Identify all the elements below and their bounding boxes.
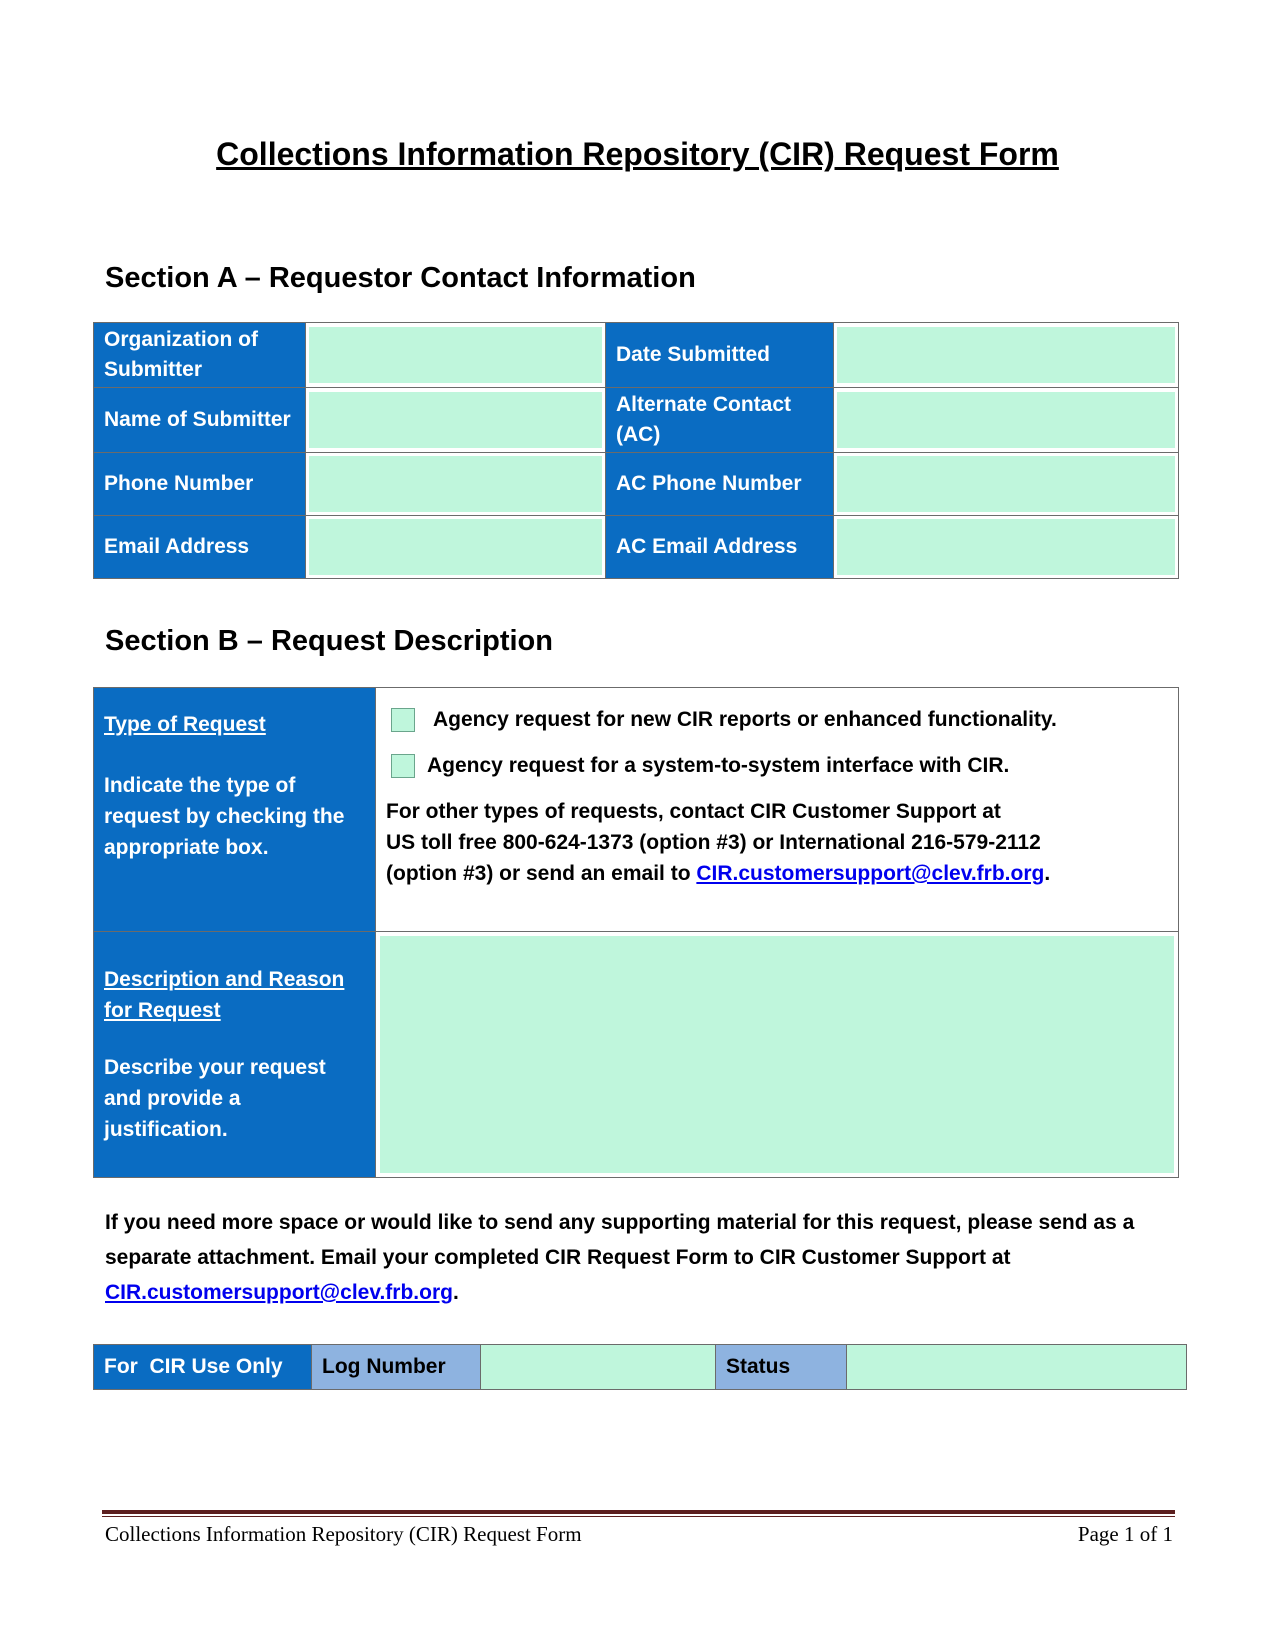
description-field[interactable] — [380, 936, 1174, 1173]
email-label: Email Address — [94, 516, 306, 579]
organization-field[interactable] — [309, 327, 602, 383]
log-number-label: Log Number — [312, 1345, 481, 1390]
date-submitted-label: Date Submitted — [606, 323, 834, 388]
phone-label: Phone Number — [94, 453, 306, 516]
cir-use-only-label: For CIR Use Only — [94, 1345, 312, 1390]
system-interface-checkbox[interactable] — [391, 754, 415, 778]
request-type-options — [376, 688, 1179, 932]
log-number-field[interactable] — [481, 1345, 716, 1390]
period: . — [1044, 862, 1051, 885]
status-field[interactable] — [847, 1345, 1187, 1390]
system-interface-label: Agency request for a system-to-system interface with CIR. — [427, 754, 1010, 777]
submission-note-text: If you need more space or would like to send any supporting material for this request, please send as a separate attachment. Email your completed CIR Request Form to CIR Customer Support at — [105, 1211, 1135, 1269]
cir-use-only-table — [93, 1344, 1187, 1390]
option-new-reports[interactable] — [386, 704, 1168, 735]
status-label: Status — [716, 1345, 847, 1390]
new-reports-label: Agency request for new CIR reports or enhanced functionality. — [433, 708, 1057, 731]
other-requests-line-1: For other types of requests, contact CIR Customer Support at — [386, 800, 1001, 823]
other-requests-text — [386, 796, 1168, 889]
option-system-interface[interactable] — [386, 750, 1168, 781]
alternate-contact-label: Alternate Contact (AC) — [606, 388, 834, 453]
support-email-link[interactable]: CIR.customersupport@clev.frb.org — [696, 862, 1045, 885]
note-email-link[interactable]: CIR.customersupport@clev.frb.org — [105, 1281, 453, 1304]
description-label: Description and Reason for Request — [104, 968, 345, 1022]
description-cell — [94, 932, 376, 1178]
type-of-request-instruction: Indicate the type of request by checking the appropriate box. — [104, 773, 345, 859]
note-period: . — [452, 1281, 459, 1304]
footer-divider — [102, 1510, 1175, 1514]
section-b-heading: Section B – Request Description — [105, 625, 553, 657]
type-of-request-cell — [94, 688, 376, 932]
submitter-name-field[interactable] — [309, 392, 602, 448]
date-submitted-field[interactable] — [837, 327, 1175, 383]
new-reports-checkbox[interactable] — [391, 708, 415, 732]
footer-title: Collections Information Repository (CIR) Request Form — [105, 1522, 582, 1546]
description-instruction: Describe your request and provide a justification. — [104, 1056, 326, 1141]
submitter-name-label: Name of Submitter — [94, 388, 306, 453]
contact-info-table — [93, 322, 1179, 579]
phone-field[interactable] — [309, 456, 602, 512]
submission-note — [105, 1205, 1180, 1310]
other-requests-line-2: US toll free 800-624-1373 (option #3) or International 216-579-2112 — [386, 831, 1041, 854]
other-requests-line-3: (option #3) or send an email to — [386, 862, 697, 885]
request-description-table — [93, 687, 1179, 1178]
alternate-contact-field[interactable] — [837, 392, 1175, 448]
organization-label: Organization of Submitter — [94, 323, 306, 388]
email-field[interactable] — [309, 519, 602, 575]
type-of-request-label: Type of Request — [104, 712, 266, 736]
page-title: Collections Information Repository (CIR) Request Form — [216, 136, 1059, 172]
section-a-heading: Section A – Requestor Contact Information — [105, 262, 696, 294]
page-number: Page 1 of 1 — [1077, 1522, 1173, 1546]
ac-phone-label: AC Phone Number — [606, 453, 834, 516]
footer-divider-thin — [102, 1516, 1175, 1517]
ac-email-label: AC Email Address — [606, 516, 834, 579]
ac-phone-field[interactable] — [837, 456, 1175, 512]
ac-email-field[interactable] — [837, 519, 1175, 575]
